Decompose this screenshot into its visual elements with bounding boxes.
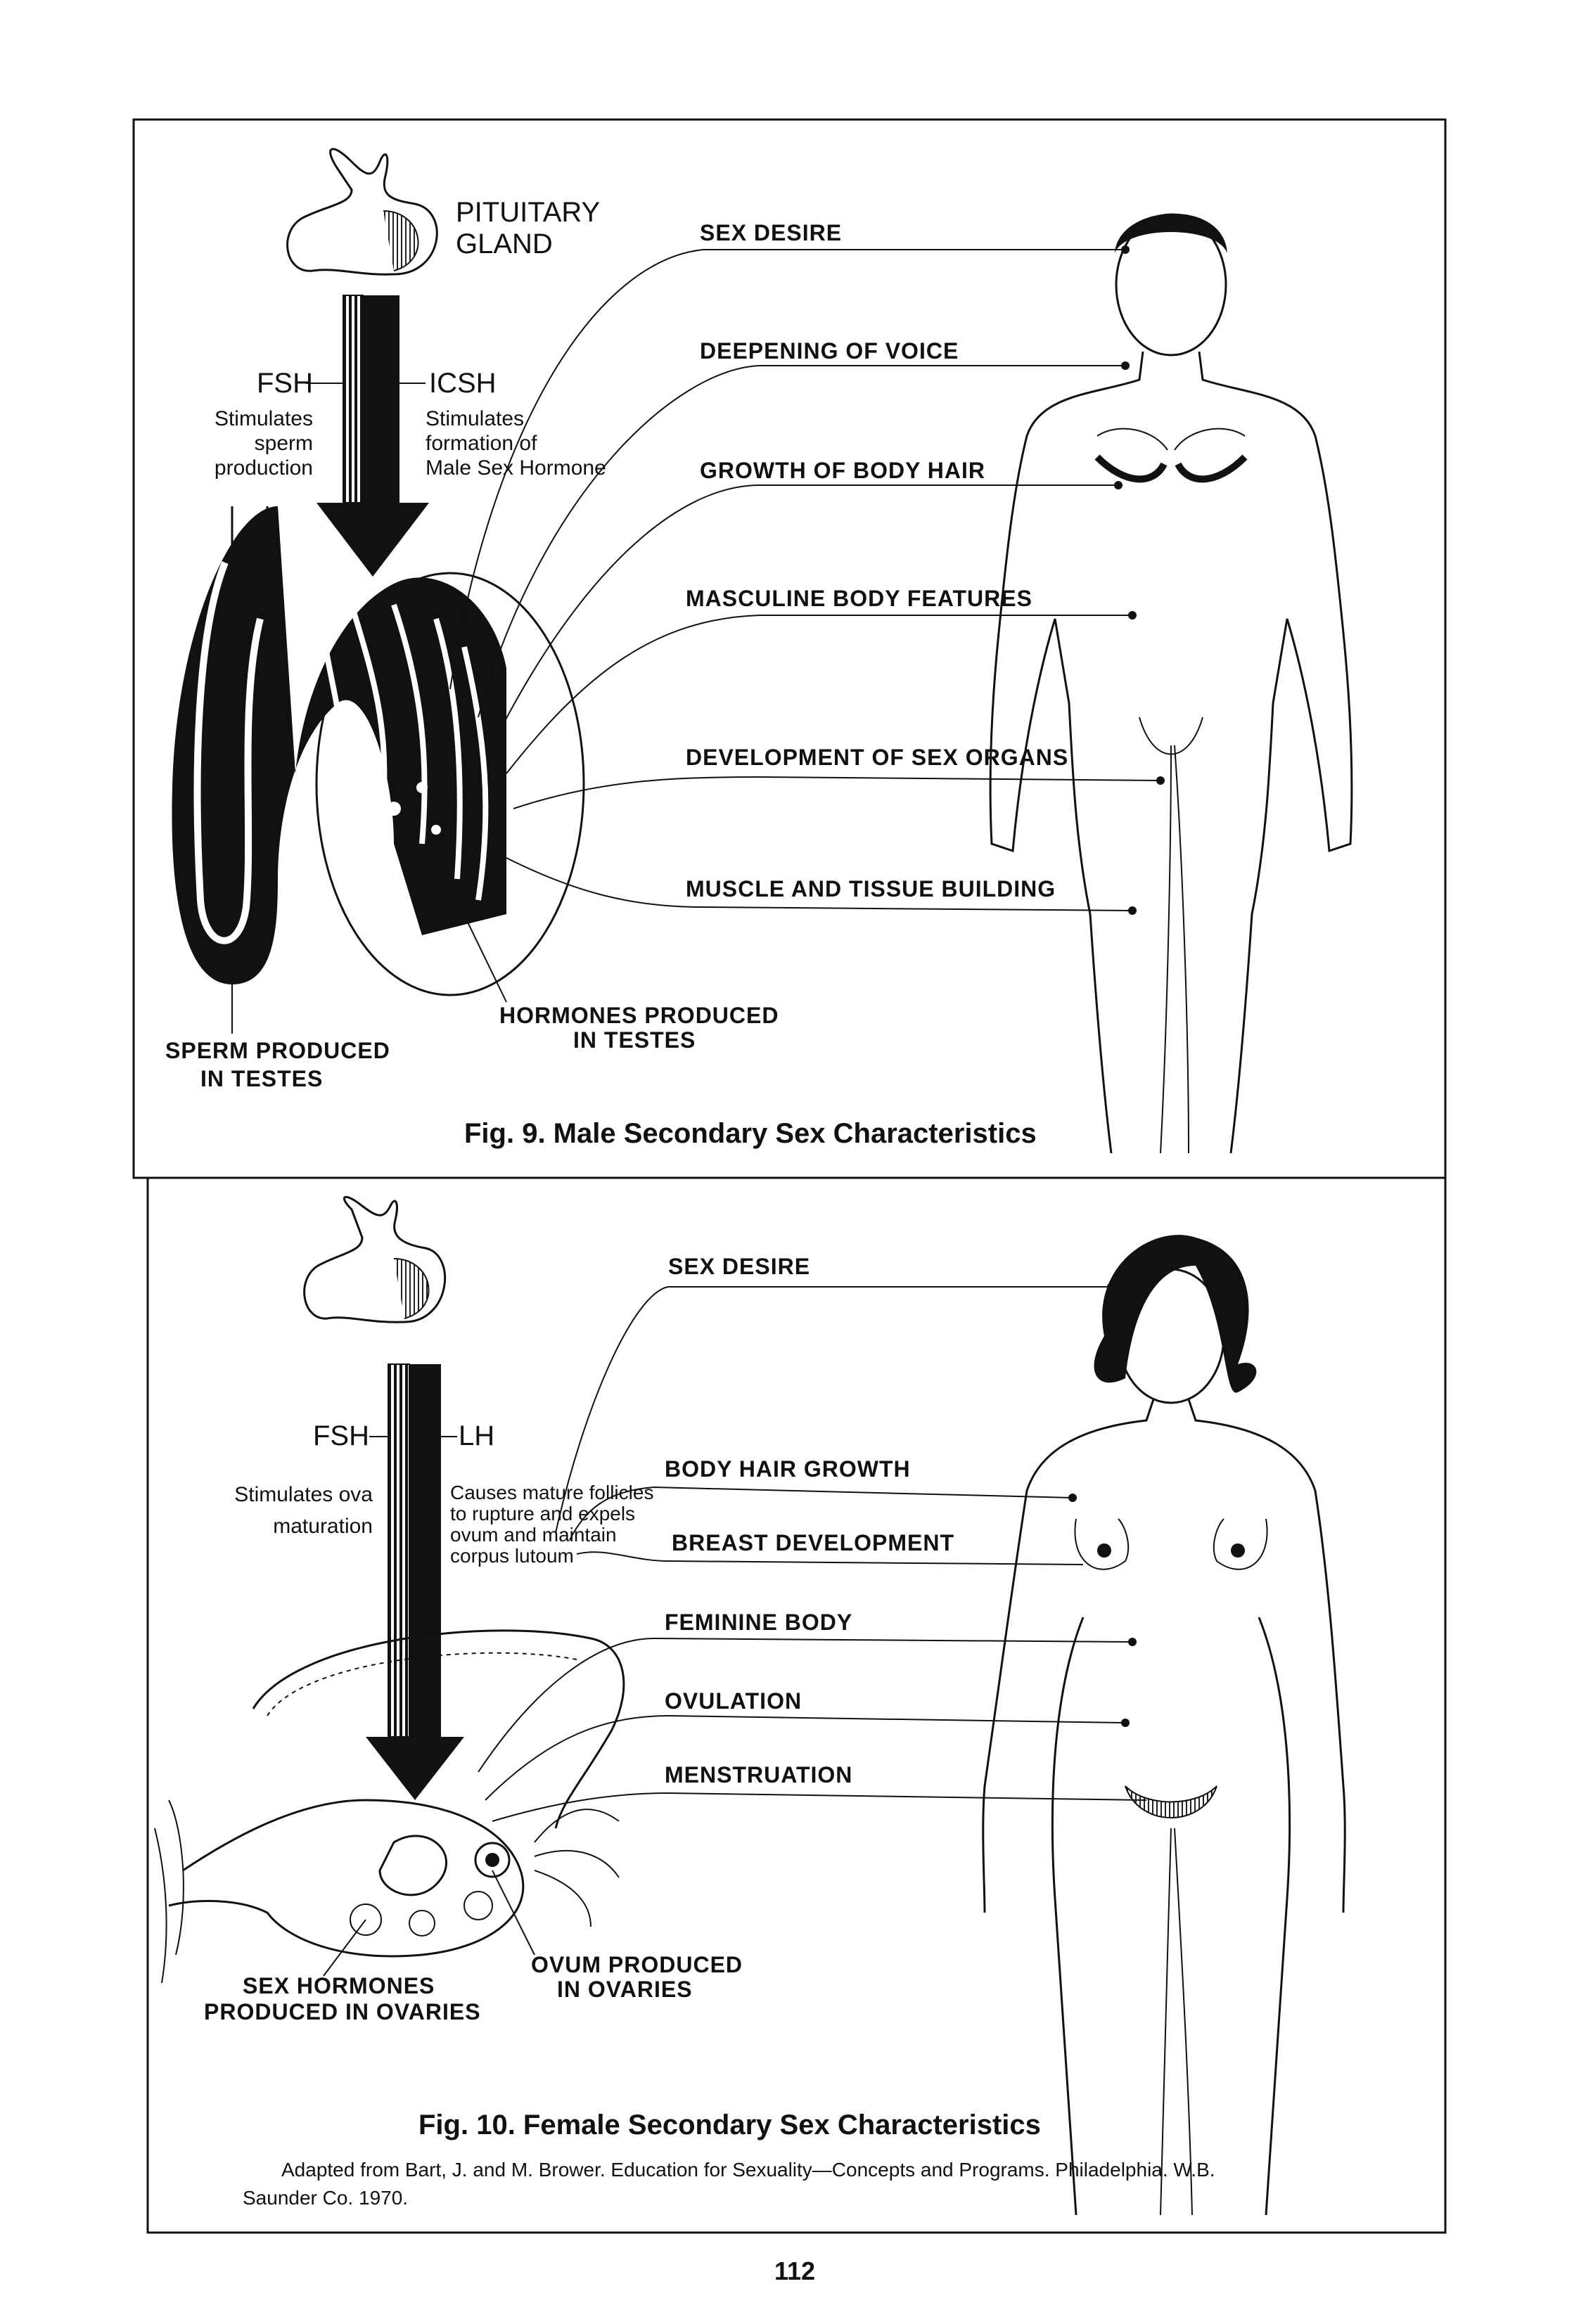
icsh-desc-3: Male Sex Hormone (426, 456, 606, 480)
fig10-label-menstruation: MENSTRUATION (665, 1762, 853, 1787)
hormone-arrow-icon (316, 295, 429, 577)
pituitary-gland-icon (288, 149, 437, 274)
sperm-label-1: SPERM PRODUCED (165, 1038, 390, 1063)
lh-desc-4: corpus lutoum (450, 1545, 574, 1567)
page-number: 112 (774, 2256, 816, 2285)
icsh-desc-1: Stimulates (426, 407, 525, 430)
lh-desc-1: Causes mature follicles (450, 1482, 654, 1503)
fsh-desc-3: production (214, 456, 313, 480)
fsh-desc-2: sperm (254, 432, 313, 455)
fsh-desc-1: Stimulates (214, 407, 313, 430)
source-citation-2: Saunder Co. 1970. (243, 2187, 409, 2209)
fig9-label-body-hair: GROWTH OF BODY HAIR (700, 458, 985, 483)
fig10-label-sex-desire: SEX DESIRE (668, 1254, 811, 1279)
pituitary-gland-icon-female (305, 1197, 445, 1322)
ovum-label-1: OVUM PRODUCED (531, 1952, 743, 1977)
pituitary-label-2: GLAND (456, 229, 553, 259)
fig10-label-breast: BREAST DEVELOPMENT (672, 1530, 955, 1555)
icsh-label: ICSH (429, 368, 497, 399)
hormone-arrow-icon-female (366, 1364, 464, 1800)
fig10-label-ovulation: OVULATION (665, 1688, 802, 1714)
male-figure (990, 214, 1352, 1153)
sperm-label-2: IN TESTES (200, 1066, 324, 1091)
icsh-desc-2: formation of (426, 432, 537, 455)
sex-hormones-label-1: SEX HORMONES (243, 1973, 435, 1998)
fig9-label-sex-organs: DEVELOPMENT OF SEX ORGANS (686, 745, 1069, 770)
female-figure (983, 1235, 1345, 2215)
fsh-label: FSH (257, 368, 313, 399)
fig9-label-masculine: MASCULINE BODY FEATURES (686, 586, 1032, 611)
fig10-caption: Fig. 10. Female Secondary Sex Characteristics (418, 2110, 1041, 2140)
hormones-label-1: HORMONES PRODUCED (499, 1003, 779, 1028)
fig9-label-voice: DEEPENING OF VOICE (700, 338, 959, 364)
fig9-label-muscle: MUSCLE AND TISSUE BUILDING (686, 876, 1056, 901)
sex-hormones-label-2: PRODUCED IN OVARIES (204, 1999, 481, 2024)
testis-illustration (172, 506, 584, 995)
fsh-label-female: FSH (313, 1420, 369, 1451)
lh-desc-2: to rupture and expels (450, 1503, 636, 1524)
fsh-desc-female-2: maturation (273, 1515, 373, 1538)
fig10-label-body-hair: BODY HAIR GROWTH (665, 1456, 911, 1482)
source-citation-1: Adapted from Bart, J. and M. Brower. Education for Sexuality—Concepts and Programs. Philadelphia. W.B. (281, 2159, 1215, 2181)
fig10-label-feminine: FEMININE BODY (665, 1610, 853, 1635)
lh-label-female: LH (459, 1420, 495, 1451)
fsh-desc-female-1: Stimulates ova (234, 1483, 373, 1506)
fig9-label-sex-desire: SEX DESIRE (700, 220, 843, 245)
lh-desc-3: ovum and maintain (450, 1524, 617, 1546)
fig9-frame (134, 120, 1445, 1178)
pituitary-label-1: PITUITARY (456, 197, 601, 228)
hormones-label-2: IN TESTES (573, 1027, 696, 1053)
ovum-label-2: IN OVARIES (557, 1977, 693, 2002)
fig9-caption: Fig. 9. Male Secondary Sex Characteristics (464, 1118, 1037, 1149)
